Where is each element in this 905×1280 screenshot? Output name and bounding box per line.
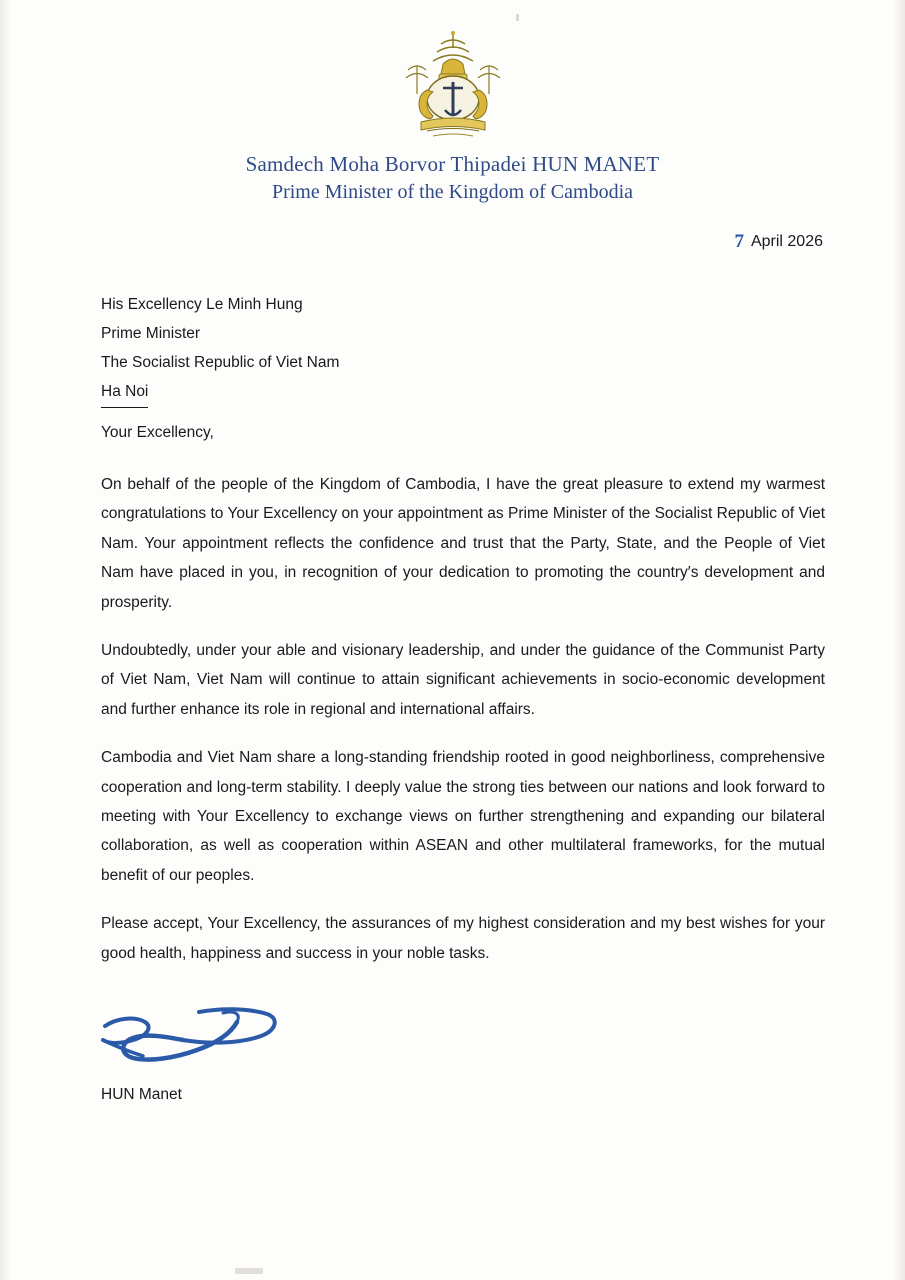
salutation: Your Excellency, [101, 424, 214, 441]
date-month-year: April 2026 [750, 233, 823, 250]
handwritten-signature [71, 1000, 311, 1080]
scan-speck [516, 14, 519, 21]
letterhead-name: Samdech Moha Borvor Thipadei HUN MANET [245, 152, 660, 176]
royal-arms-of-cambodia-icon [393, 30, 513, 142]
addressee-line-2: Prime Minister [101, 325, 201, 342]
signer-name: HUN Manet [101, 1086, 182, 1103]
date-line [734, 230, 823, 252]
scan-smudge [235, 1268, 263, 1274]
date-day-handwritten: 7 [734, 231, 744, 252]
body-paragraph: Undoubtedly, under your able and visionary leadership, and under the guidance of the Communist Party of Viet Nam, Viet Nam will continue to attain significant achievements in socio-economic development and further enhance its role in regional and international affairs. [101, 642, 825, 718]
letterhead-title: Prime Minister of the Kingdom of Cambodia [271, 181, 634, 203]
addressee-line-3: The Socialist Republic of Viet Nam [101, 354, 340, 371]
letterhead [0, 150, 905, 206]
addressee-line-1: His Excellency Le Minh Hung [101, 296, 303, 313]
addressee-city: Ha Noi [101, 377, 148, 408]
addressee-block [101, 290, 339, 408]
signature-block [101, 1000, 311, 1104]
body-paragraph: Please accept, Your Excellency, the assurances of my highest consideration and my best wishes for your good health, happiness and success in your noble tasks. [101, 915, 825, 962]
letter-body [101, 470, 825, 968]
body-paragraph: On behalf of the people of the Kingdom of Cambodia, I have the great pleasure to extend my warmest congratulations to Your Excellency on your appointment as Prime Minister of the Socialist Republic of Viet Nam. Your appointment reflects the confidence and trust that the Party, State, and the People of Viet Nam have placed in you, in recognition of your dedication to promoting the country′s development and prosperity. [101, 476, 825, 611]
body-paragraph: Cambodia and Viet Nam share a long-standing friendship rooted in good neighborliness, comprehensive cooperation and long-term stability. I deeply value the strong ties between our nations and look forward to meeting with Your Excellency to exchange views on further strengthening and expanding our bilateral collaboration, as well as cooperation within ASEAN and other multilateral frameworks, for the mutual benefit of our peoples. [101, 749, 825, 884]
